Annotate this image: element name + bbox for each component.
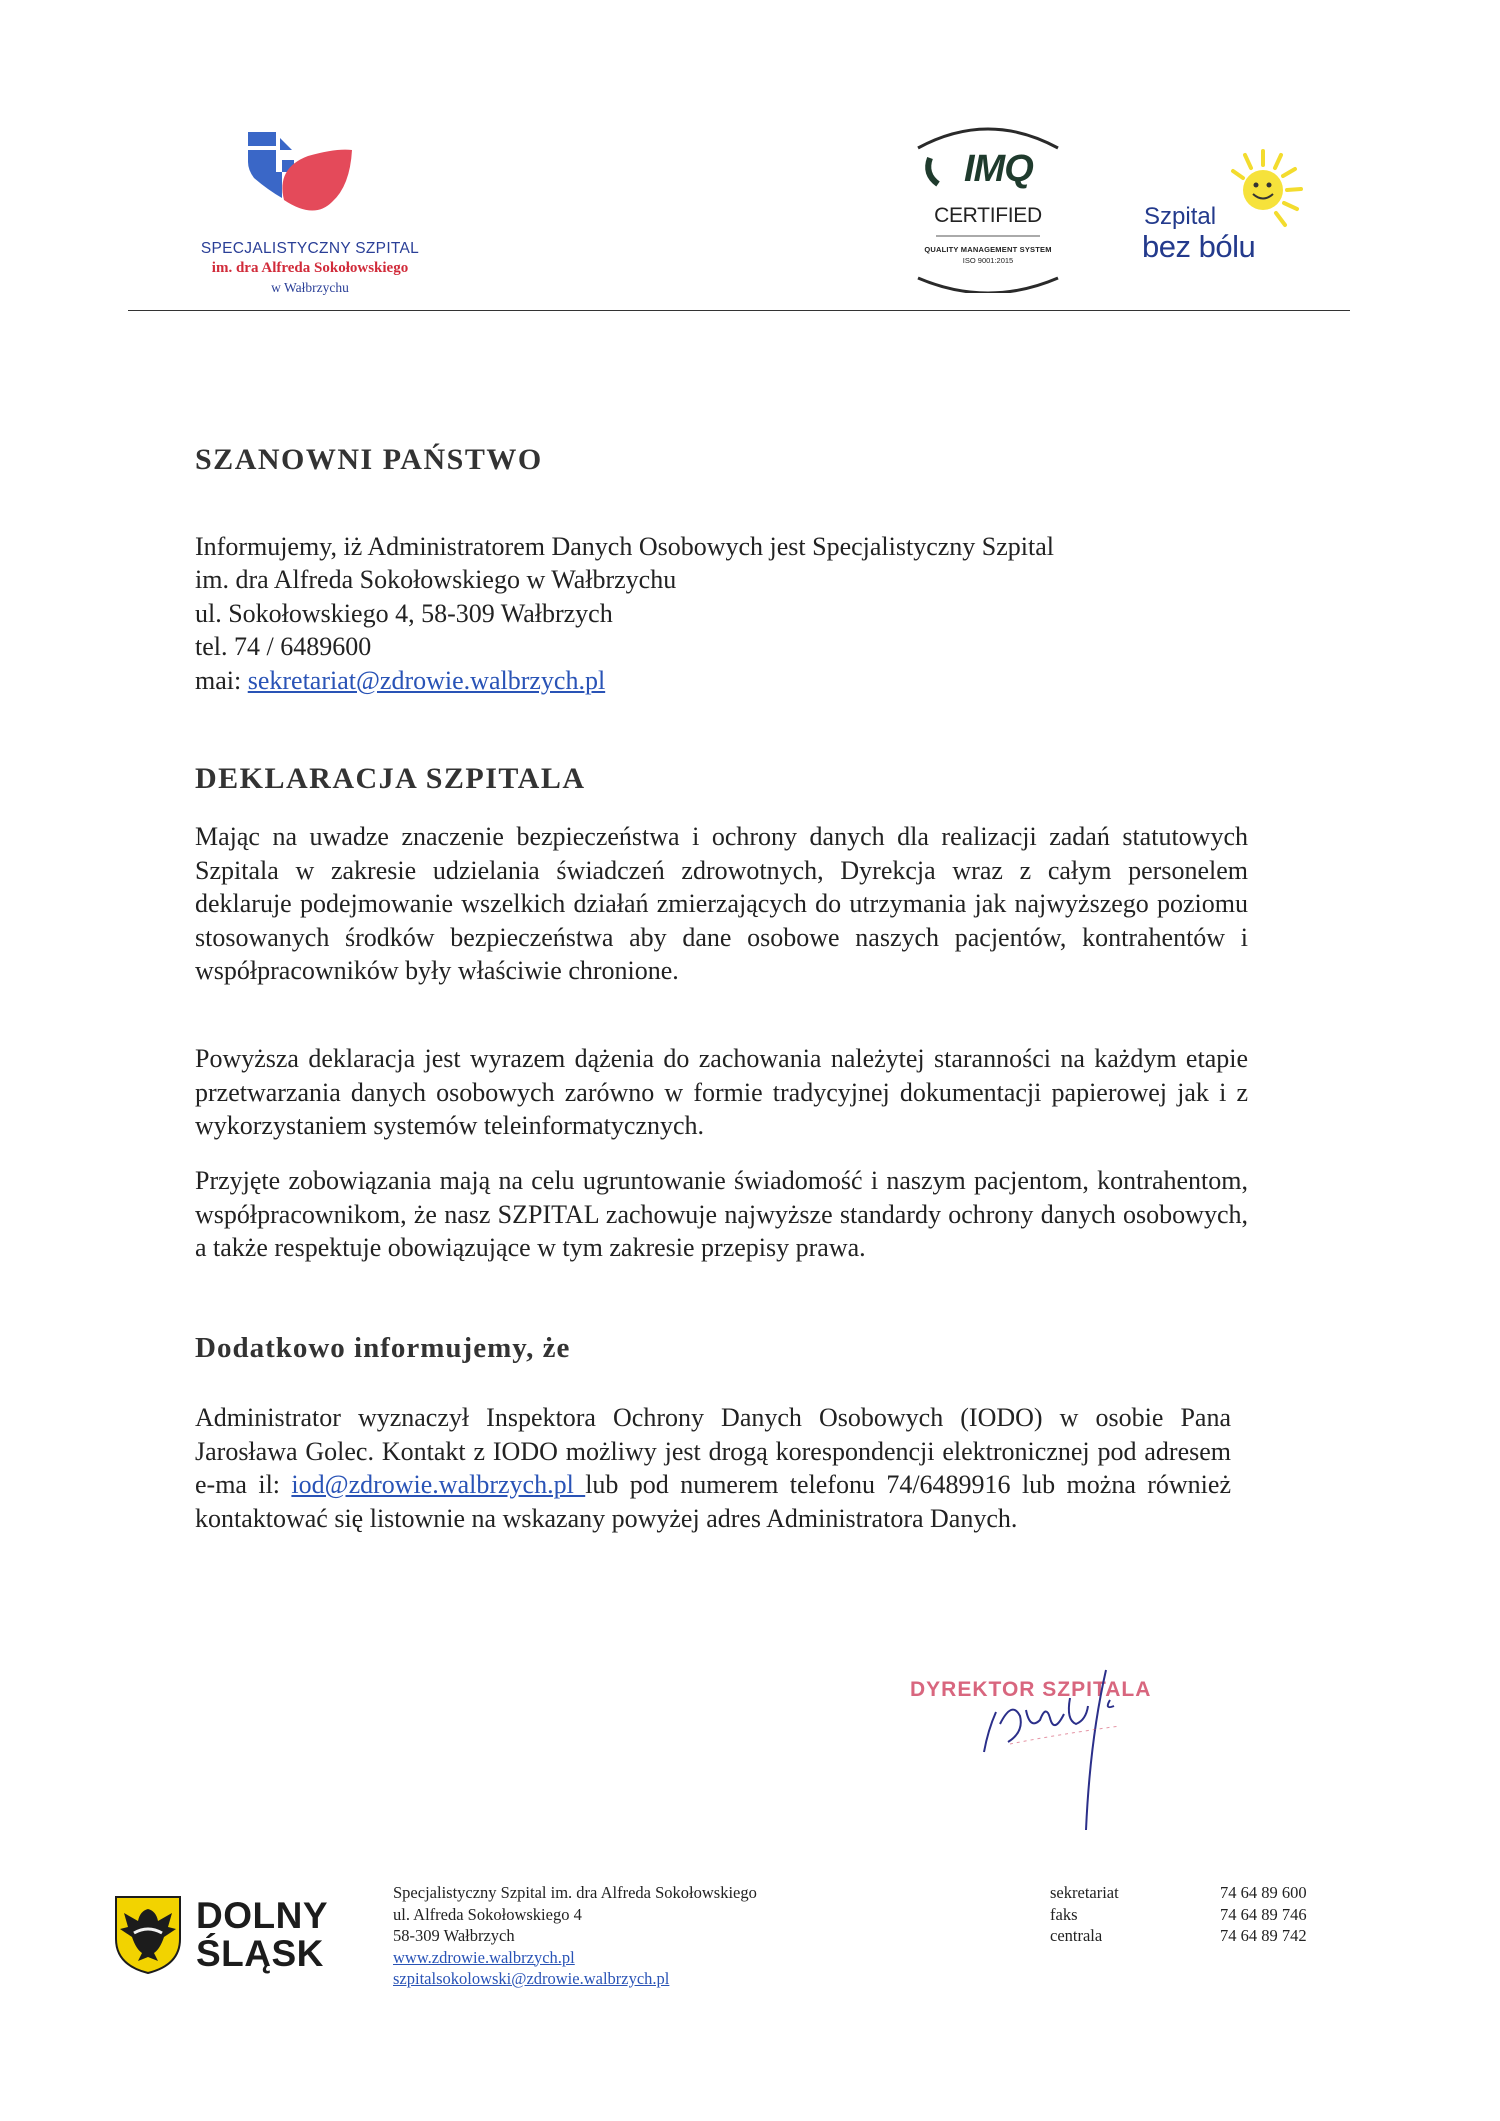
declaration-paragraph-1: Mając na uwadze znaczenie bezpieczeństwa i ochrony danych dla realizacji zadań statutowych Szpitala w zakresie udzielania świadczeń zdrowotnych, Dyrekcja wraz z całym personelem deklaruje podejmowanie wszelkich działań zmierzających do utrzymania jak najwyższego poziomu stosowanych środków bezpieczeństwa aby dane osobowe naszych pacjentów, kontrahentów i współpracowników były właściwie chronione. xyxy=(195,822,1248,985)
intro-mail-row xyxy=(195,664,605,697)
phone-number-switchboard: 74 64 89 742 xyxy=(1220,1926,1307,1945)
greeting-heading: SZANOWNI PAŃSTWO xyxy=(195,443,543,476)
eagle-coat-of-arms-icon xyxy=(112,1895,184,1975)
hospital-name-line3: w Wałbrzychu xyxy=(271,280,349,295)
declaration-paragraph-2: Powyższa deklaracja jest wyrazem dążenia do zachowania należytej staranności na każdym etapie przetwarzania danych osobowych zarówno w formie tradycyjnej dokumentacji papierowej jak i z wykorzystaniem systemów teleinformatycznych. xyxy=(195,1044,1248,1140)
header-divider xyxy=(128,310,1350,311)
iodo-text-after: lub pod numerem telefonu 74/6489916 lub można również kontaktować się listownie na wskazany powyżej adres Administratora Danych. xyxy=(195,1470,1231,1533)
imq-system-text: QUALITY MANAGEMENT SYSTEM xyxy=(924,245,1052,254)
phone-number-fax: 74 64 89 746 xyxy=(1220,1904,1307,1924)
footer-city: 58-309 Wałbrzych xyxy=(393,1926,515,1945)
footer-phone-labels xyxy=(1050,1882,1119,1947)
footer-hospital-name: Specjalistyczny Szpital im. dra Alfreda Sokołowskiego xyxy=(393,1883,757,1902)
intro-line-2: im. dra Alfreda Sokołowskiego w Wałbrzychu xyxy=(195,565,677,594)
phone-label-switchboard: centrala xyxy=(1050,1926,1103,1945)
director-stamp-signature xyxy=(900,1640,1200,1840)
imq-brand: IMQ xyxy=(964,148,1033,190)
imq-certified-text: CERTIFIED xyxy=(934,204,1042,227)
intro-address: ul. Sokołowskiego 4, 58-309 Wałbrzych xyxy=(195,599,613,628)
imq-iso-text: ISO 9001:2015 xyxy=(962,256,1014,265)
hospital-emblem-icon xyxy=(248,128,368,233)
declaration-paragraph-3: Przyjęte zobowiązania mają na celu ugruntowanie świadomość i naszym pacjentom, kontrahentom, współpracownikom, że nasz SZPITAL zachowuje najwyższe standardy ochrony danych osobowych, a także respektuje obowiązujące w tym zakresie przepisy prawa. xyxy=(195,1166,1248,1262)
szpital-text: Szpital xyxy=(1144,203,1217,230)
additional-heading: Dodatkowo informujemy, że xyxy=(195,1332,571,1364)
secretariat-email-link[interactable]: sekretariat@zdrowie.walbrzych.pl xyxy=(247,666,606,695)
szpital-bez-bolu-logo xyxy=(1138,145,1313,275)
imq-certified-logo xyxy=(908,118,1068,293)
slask-text: ŚLĄSK xyxy=(196,1933,324,1974)
iodo-text-before: Administrator wyznaczył Inspektora Ochrony Danych Osobowych (IODO) w osobie Pana Jarosława Golec. Kontakt z IODO możliwy jest drogą korespondencji elektronicznej pod adresem e-ma il: xyxy=(195,1403,1231,1499)
dolny-text: DOLNY xyxy=(196,1895,328,1936)
intro-phone: tel. 74 / 6489600 xyxy=(195,632,372,661)
director-stamp-text: DYREKTOR SZPITALA xyxy=(910,1678,1152,1701)
hospital-name-line1: SPECJALISTYCZNY SZPITAL xyxy=(200,240,420,257)
iodo-paragraph xyxy=(195,1401,1231,1535)
phone-label-fax: faks xyxy=(1050,1904,1078,1924)
footer-street: ul. Alfreda Sokołowskiego 4 xyxy=(393,1904,582,1924)
handwritten-signature-icon xyxy=(900,1640,1200,1840)
footer-phone-numbers xyxy=(1220,1882,1307,1947)
phone-label-secretariat: sekretariat xyxy=(1050,1883,1119,1902)
footer-website-link[interactable]: www.zdrowie.walbrzych.pl xyxy=(393,1947,575,1967)
footer-address xyxy=(393,1882,757,1990)
dolny-slask-logo xyxy=(112,1895,352,1977)
intro-line-1: Informujemy, iż Administratorem Danych Osobowych jest Specjalistyczny Szpital xyxy=(195,532,1055,561)
iod-email-link[interactable]: iod@zdrowie.walbrzych.pl xyxy=(291,1470,586,1499)
hospital-name-line2: im. dra Alfreda Sokołowskiego xyxy=(211,260,409,276)
mail-label: mai: xyxy=(195,666,248,695)
bez-bolu-text: bez bólu xyxy=(1142,229,1256,264)
footer-email-link[interactable]: szpitalsokolowski@zdrowie.walbrzych.pl xyxy=(393,1969,670,1988)
hospital-logo xyxy=(160,128,460,298)
phone-number-secretariat: 74 64 89 600 xyxy=(1220,1883,1307,1902)
declaration-heading: DEKLARACJA SZPITALA xyxy=(195,762,586,795)
